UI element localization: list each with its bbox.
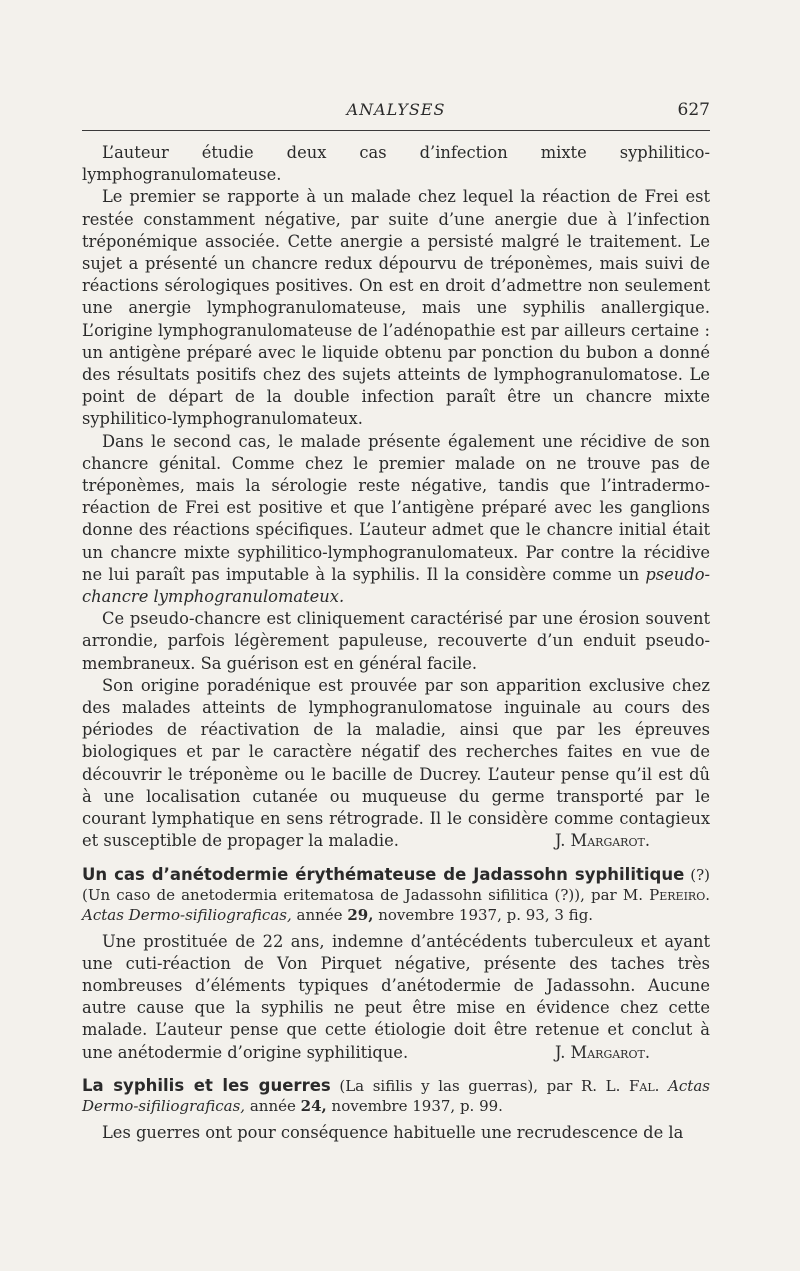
paragraph: Le premier se rapporte à un malade chez lequel la réaction de Frei est restée constamment négative, par suite d’une anergie due à l’infection tréponémique associée. Cette anergie a persisté malgré le traitement. Le sujet a présenté un chancre redux dépourvu de tréponèmes, mais suivi de réactions sérologiques positives. On est en droit d’admettre non seulement une anergie lymphogranulomateuse, mais une syphilis anallergique. L’origine lymphogranulomateuse de l’adénopathie est par ailleurs certaine : un antigène préparé avec le liquide obtenu par ponction du bubon a donné des résultats positifs chez des sujets atteints de lymphogranulomatose. Le point de départ de la double infection paraît être un chancre mixte syphilitico-lymphogranulomateux. xyxy=(82,187,710,429)
paragraph xyxy=(82,431,710,609)
page-header xyxy=(82,96,710,126)
review-title: La syphilis et les guerres xyxy=(82,1075,331,1095)
paragraph-text: Une prostituée de 22 ans, indemne d’antécédents tuberculeux et ayant une cuti-réaction de Von Pirquet négative, présente des taches très nombreuses d’éléments typiques d’anétodermie de Jadassohn. Aucune autre cause que la syphilis ne peut être mise en évidence chez cette malade. L’auteur pense que cette étiologie doit être retenue et conclut à une anétodermie d’origine syphilitique. xyxy=(82,931,710,1062)
paragraph: Les guerres ont pour conséquence habituelle une recrudescence de la xyxy=(102,1122,684,1142)
journal-name: Actas Dermo-sifiliograficas, xyxy=(82,1076,710,1115)
annee-label: année xyxy=(249,1096,296,1115)
signature: J. Margarot. xyxy=(554,1042,650,1062)
review-author: R. L. Fal. xyxy=(580,1076,660,1095)
paragraph-text: Son origine poradénique est prouvée par son apparition exclusive chez des malades atteints de lymphogranulomatose inguinale au cours des périodes de réactivation de la maladie, ainsi que par les épreuves biologiques et par le caractère négatif des recherches faites en vue de découvrir le tréponème ou le bacille de Ducrey. L’auteur pense qu’il est dû à une localisation cutanée ou muqueuse du germe transporté par le courant lymphatique en sens rétrograde. Il le considère comme contagieux et susceptible de propager la maladie. xyxy=(82,675,710,851)
paragraph: Ce pseudo-chancre est cliniquement caractérisé par une érosion souvent arrondie, parfois légèrement papuleuse, recouverte d’un enduit pseudo-membraneux. Sa guérison est en général facile. xyxy=(82,609,710,673)
running-title: ANALYSES xyxy=(346,100,446,119)
original-title: (Un caso de anetodermia eritematosa de Jadassohn sifilitica (?)), par xyxy=(82,885,617,904)
paragraph: L’auteur étudie deux cas d’infection mixte syphilitico-lymphogranulomateuse. xyxy=(82,143,710,185)
journal-date-pages: novembre 1937, p. 99. xyxy=(331,1096,503,1115)
review-author: M. Pereiro. xyxy=(622,885,710,904)
review-heading xyxy=(82,865,710,925)
annee-label: année xyxy=(296,905,343,924)
paragraph-text: Dans le second cas, le malade présente également une récidive de son chancre génital. Comme chez le premier malade on ne trouve pas de tréponèmes, mais la sérologie reste négative, tandis que l’intradermo-réaction de Frei est positive et que l’antigène préparé avec les ganglions donne des réactions spécifiques. L’auteur admet que le chancre initial était un chancre mixte syphilitico-lymphogranulomateux. Par contre la récidive ne lui paraît pas imputable à la syphilis. Il la considère comme un xyxy=(82,431,710,584)
journal-volume: 24, xyxy=(300,1096,327,1115)
paragraph xyxy=(82,931,710,1064)
review-title: Un cas d’anétodermie érythémateuse de Jadassohn syphilitique xyxy=(82,864,685,884)
article-body xyxy=(82,142,710,1144)
page-number: 627 xyxy=(677,100,710,120)
journal-name: Actas Dermo-sifiliograficas, xyxy=(82,905,292,924)
original-title: (La sifilis y las guerras), par xyxy=(339,1076,573,1095)
journal-volume: 29, xyxy=(347,905,374,924)
emphasis-term: pseudo-chancre lymphogranulomateux. xyxy=(82,564,710,607)
review-heading xyxy=(82,1076,710,1116)
review-title-qmark: (?) xyxy=(690,865,710,884)
paragraph xyxy=(82,675,710,853)
signature: J. Margarot. xyxy=(554,831,650,851)
journal-date-pages: novembre 1937, p. 93, 3 fig. xyxy=(378,905,594,924)
header-rule xyxy=(82,130,710,131)
